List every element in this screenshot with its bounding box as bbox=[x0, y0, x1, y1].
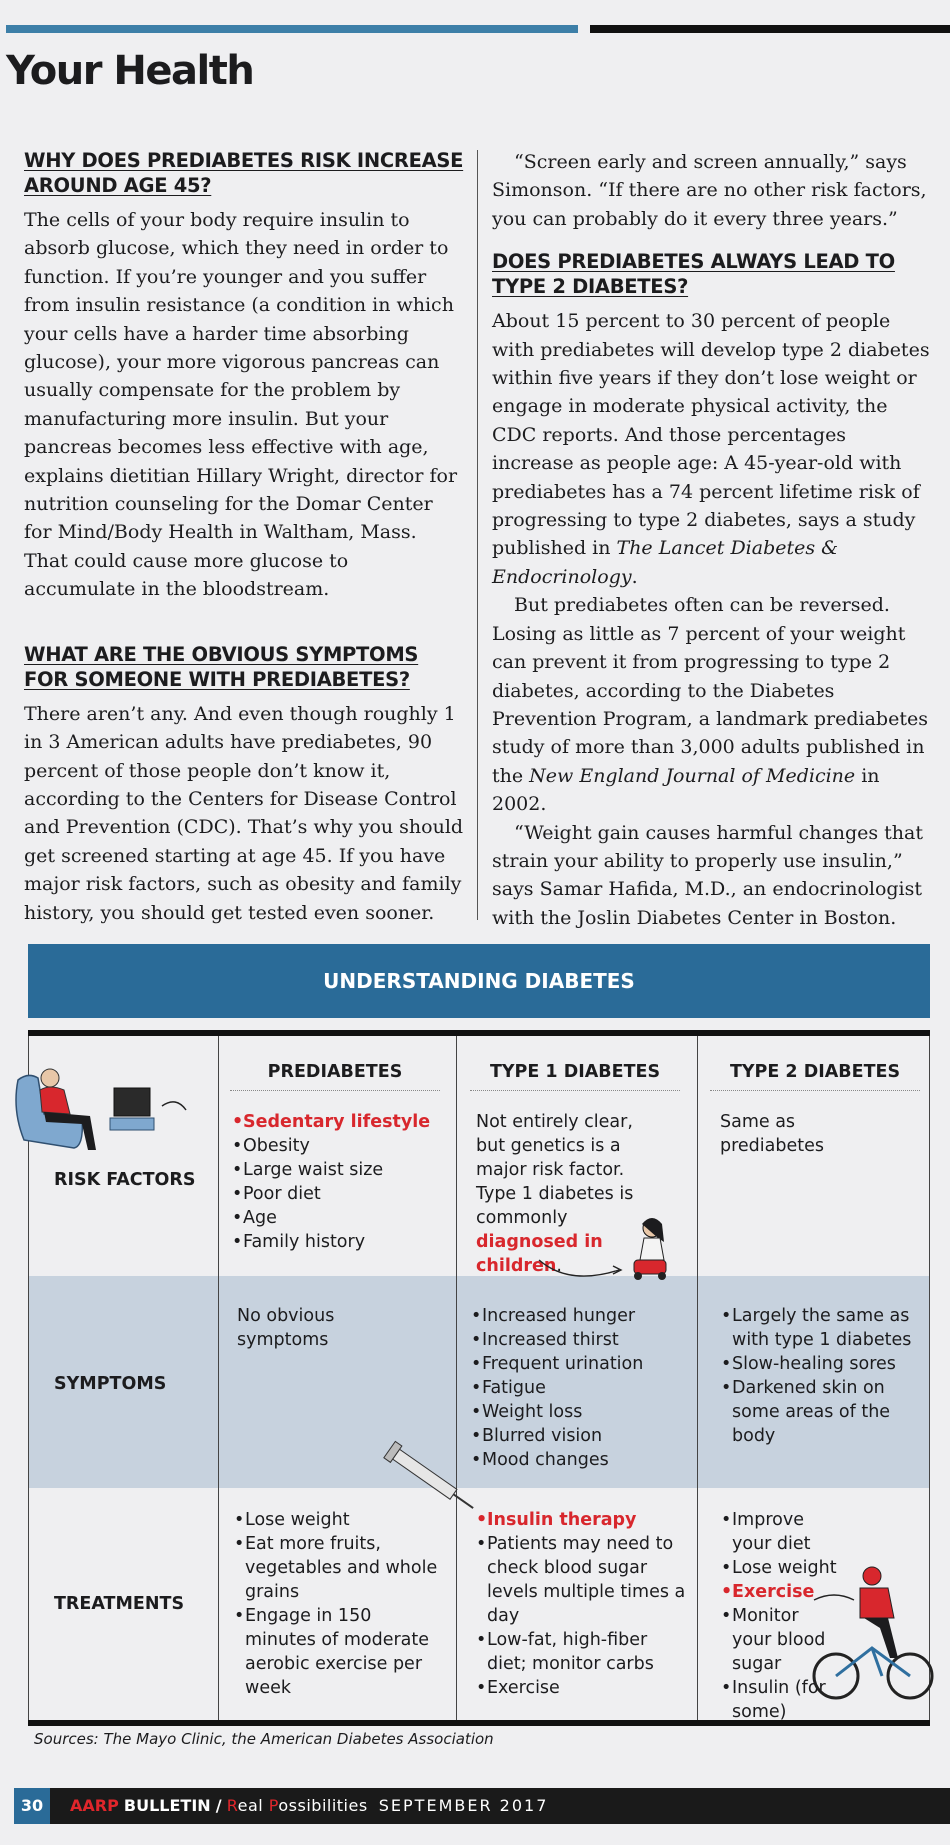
q3-paragraph-3: “Weight gain causes harmful changes that strain your ability to properly use insulin,” says Samar Hafida, M.D., an endocrinologist with the Joslin Diabetes Center in Boston. bbox=[492, 821, 923, 929]
q2-quote: “Screen early and screen annually,” says Simonson. “If there are no other risk factors, you can probably do it every three years.” bbox=[492, 151, 927, 230]
list-item: • Lose weight bbox=[721, 1556, 841, 1580]
q2-body: There aren’t any. And even though roughly 1 in 3 American adults have prediabetes, 90 percent of those people don’t know it, according to the Centers for Disease Control and Prevention (CDC). That’s why you should get screened starting at age 45. If you have major risk factors, such as obesity and family history, you should get tested even sooner. bbox=[24, 702, 464, 924]
q2-heading: WHAT ARE THE OBVIOUS SYMPTOMS FOR SOMEONE WITH PREDIABETES? bbox=[24, 642, 419, 691]
list-item: • Largely the same as with type 1 diabetes bbox=[721, 1304, 926, 1352]
list-item: • Age bbox=[232, 1206, 442, 1230]
publication-line: AARP BULLETIN / Real Possibilities SEPTEMBER 2017 bbox=[70, 1796, 549, 1815]
list-item: • Exercise bbox=[721, 1580, 841, 1604]
list-item: • Obesity bbox=[232, 1134, 442, 1158]
rowlabel-symptoms: SYMPTOMS bbox=[54, 1374, 167, 1394]
tagline: Real Possibilities bbox=[226, 1796, 368, 1815]
q1-heading: WHY DOES PREDIABETES RISK INCREASE AROUND AGE 45? bbox=[24, 149, 464, 197]
colhead-prediabetes: PREDIABETES bbox=[230, 1062, 440, 1091]
symptoms-prediabetes: No obvious symptoms bbox=[237, 1306, 335, 1350]
risk-type1: Not entirely clear, but genetics is a major risk factor. Type 1 diabetes is commonly diagnosed in children. bbox=[476, 1112, 634, 1276]
top-rule-blue bbox=[6, 25, 578, 33]
table-divider-1 bbox=[218, 1036, 219, 1720]
list-item: • Eat more fruits, vegetables and whole grains bbox=[234, 1532, 439, 1604]
list-item: • Lose weight bbox=[234, 1508, 439, 1532]
children-highlight: diagnosed in children bbox=[476, 1232, 603, 1276]
cyclist-illustration bbox=[814, 1560, 934, 1710]
list-item: • Low-fat, high-fiber diet; monitor carbs bbox=[476, 1628, 691, 1676]
sedentary-man-illustration bbox=[10, 1050, 190, 1160]
table-divider-3 bbox=[697, 1036, 698, 1720]
treatments-type1 bbox=[476, 1508, 691, 1700]
list-item: • Slow-healing sores bbox=[721, 1352, 926, 1376]
list-item: • Improve your diet bbox=[721, 1508, 841, 1556]
top-rule-black bbox=[590, 25, 950, 33]
colhead-type1: TYPE 1 DIABETES bbox=[470, 1062, 680, 1091]
list-item: • Patients may need to check blood sugar levels multiple times a day bbox=[476, 1532, 691, 1628]
list-item: • Mood changes bbox=[471, 1448, 691, 1472]
list-item: • Frequent urination bbox=[471, 1352, 691, 1376]
colhead-type2: TYPE 2 DIABETES bbox=[710, 1062, 920, 1091]
page-number: 30 bbox=[14, 1788, 50, 1824]
syringe-icon bbox=[378, 1440, 488, 1520]
q1-body: The cells of your body require insulin to absorb glucose, which they need in order to function. If you’re younger and you suffer from insulin resistance (a condition in which your cells have a harder time absorbing glucose), your more vigorous pancreas can usually compensate for the problem by manufacturing more insulin. But your pancreas becomes less effective with age, explains dietitian Hillary Wright, director for nutrition counseling for the Domar Center for Mind/Body Health in Waltham, Mass. That could cause more glucose to accumulate in the bloodstream. bbox=[24, 209, 458, 601]
rowlabel-risk-factors: RISK FACTORS bbox=[54, 1170, 196, 1190]
rowlabel-treatments: TREATMENTS bbox=[54, 1594, 185, 1614]
list-item: • Poor diet bbox=[232, 1182, 442, 1206]
list-item: • Large waist size bbox=[232, 1158, 442, 1182]
nejm-journal: New England Journal of Medicine bbox=[529, 764, 856, 787]
arrow-icon bbox=[535, 1254, 625, 1282]
list-item: • Blurred vision bbox=[471, 1424, 691, 1448]
list-item: • Darkened skin on some areas of the body bbox=[721, 1376, 926, 1448]
list-item: • Sedentary lifestyle bbox=[232, 1110, 442, 1134]
table-title: UNDERSTANDING DIABETES bbox=[28, 944, 930, 1018]
risk-prediabetes bbox=[232, 1110, 442, 1254]
column-divider bbox=[477, 150, 478, 920]
symptoms-type2 bbox=[721, 1304, 926, 1448]
article-right-column bbox=[492, 148, 930, 932]
list-item: • Monitor your blood sugar bbox=[721, 1604, 841, 1676]
risk-type2: Same as prediabetes bbox=[720, 1112, 825, 1156]
lancet-journal: The Lancet Diabetes & Endocrinology bbox=[492, 537, 839, 588]
list-item: • Weight loss bbox=[471, 1400, 691, 1424]
list-item: • Exercise bbox=[476, 1676, 691, 1700]
treatments-prediabetes bbox=[234, 1508, 439, 1700]
article-left-column bbox=[24, 148, 464, 924]
symptoms-type1 bbox=[471, 1304, 691, 1472]
q3-paragraph-1: About 15 percent to 30 percent of people with prediabetes will develop type 2 diabetes within five years if they don’t lose weight or engage in moderate physical activity, the CDC reports. And those percentages increase as people age: A 45-year-old with prediabetes has a 74 percent lifetime risk of progressing to type 2 diabetes, says a study published in The Lancet Diabetes & Endocrinology. bbox=[492, 310, 930, 588]
list-item: • Fatigue bbox=[471, 1376, 691, 1400]
section-title: Your Health bbox=[6, 48, 254, 94]
child-illustration bbox=[620, 1216, 680, 1282]
list-item: • Insulin (for some) bbox=[721, 1676, 841, 1724]
page-footer bbox=[14, 1788, 950, 1824]
issue-date: SEPTEMBER 2017 bbox=[378, 1796, 549, 1815]
brand-bulletin: BULLETIN bbox=[123, 1796, 211, 1815]
q3-heading: DOES PREDIABETES ALWAYS LEAD TO TYPE 2 DIABETES? bbox=[492, 250, 895, 299]
list-item: • Family history bbox=[232, 1230, 442, 1254]
list-item: • Increased hunger bbox=[471, 1304, 691, 1328]
brand-aarp: AARP bbox=[70, 1796, 119, 1815]
list-item: • Insulin therapy bbox=[476, 1508, 691, 1532]
list-item: • Engage in 150 minutes of moderate aerobic exercise per week bbox=[234, 1604, 439, 1700]
table-divider-2 bbox=[456, 1036, 457, 1720]
list-item: • Increased thirst bbox=[471, 1328, 691, 1352]
q3-paragraph-2: But prediabetes often can be reversed. Losing as little as 7 percent of your weight can prevent it from progressing to type 2 diabetes, according to the Diabetes Prevention Program, a landmark prediabetes study of more than 3,000 adults published in the New England Journal of Medicine in 2002. bbox=[492, 594, 928, 816]
table-sources: Sources: The Mayo Clinic, the American Diabetes Association bbox=[34, 1730, 494, 1748]
